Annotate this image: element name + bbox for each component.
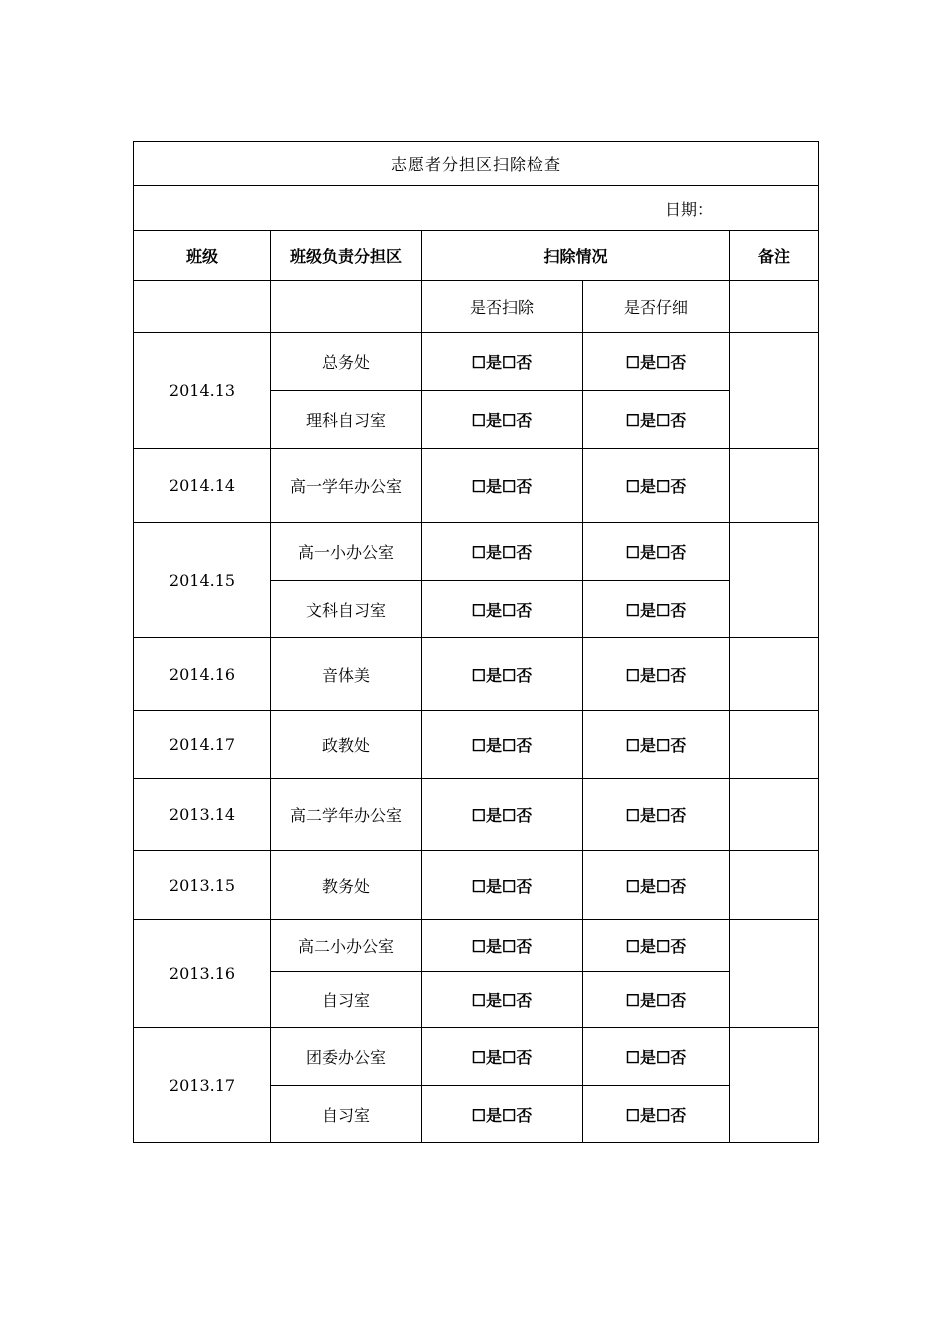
swept-checkbox[interactable]: ☐是☐否 — [422, 711, 583, 779]
inspection-table — [133, 141, 819, 1143]
swept-checkbox[interactable]: ☐是☐否 — [422, 920, 583, 972]
table-row — [134, 920, 819, 972]
remarks-cell[interactable] — [730, 851, 819, 920]
thorough-checkbox[interactable]: ☐是☐否 — [583, 779, 730, 851]
area-cell: 高二学年办公室 — [271, 779, 422, 851]
swept-checkbox[interactable]: ☐是☐否 — [422, 1028, 583, 1086]
remarks-cell[interactable] — [730, 920, 819, 1028]
table-row — [134, 638, 819, 711]
class-cell: 2013.16 — [134, 920, 271, 1028]
header-class: 班级 — [134, 231, 271, 281]
swept-checkbox[interactable]: ☐是☐否 — [422, 851, 583, 920]
title-row — [134, 142, 819, 186]
table-row — [134, 711, 819, 779]
date-cell — [134, 186, 819, 231]
thorough-checkbox[interactable]: ☐是☐否 — [583, 711, 730, 779]
swept-checkbox[interactable]: ☐是☐否 — [422, 523, 583, 581]
remarks-cell[interactable] — [730, 333, 819, 449]
class-cell: 2014.17 — [134, 711, 271, 779]
swept-checkbox[interactable]: ☐是☐否 — [422, 391, 583, 449]
subheader-row — [134, 281, 819, 333]
swept-checkbox[interactable]: ☐是☐否 — [422, 1086, 583, 1143]
area-cell: 自习室 — [271, 972, 422, 1028]
area-cell: 政教处 — [271, 711, 422, 779]
table-row — [134, 333, 819, 391]
swept-checkbox[interactable]: ☐是☐否 — [422, 638, 583, 711]
thorough-checkbox[interactable]: ☐是☐否 — [583, 638, 730, 711]
header-remarks: 备注 — [730, 231, 819, 281]
subheader-swept: 是否扫除 — [422, 281, 583, 333]
thorough-checkbox[interactable]: ☐是☐否 — [583, 1028, 730, 1086]
subheader-empty-remarks — [730, 281, 819, 333]
table-row — [134, 449, 819, 523]
date-label: 日期： — [664, 199, 713, 219]
thorough-checkbox[interactable]: ☐是☐否 — [583, 1086, 730, 1143]
area-cell: 团委办公室 — [271, 1028, 422, 1086]
area-cell: 教务处 — [271, 851, 422, 920]
thorough-checkbox[interactable]: ☐是☐否 — [583, 391, 730, 449]
area-cell: 文科自习室 — [271, 581, 422, 638]
header-cleaning-status: 扫除情况 — [422, 231, 730, 281]
area-cell: 高一学年办公室 — [271, 449, 422, 523]
thorough-checkbox[interactable]: ☐是☐否 — [583, 333, 730, 391]
date-row — [134, 186, 819, 231]
area-cell: 自习室 — [271, 1086, 422, 1143]
thorough-checkbox[interactable]: ☐是☐否 — [583, 851, 730, 920]
area-cell: 音体美 — [271, 638, 422, 711]
table-row — [134, 779, 819, 851]
area-cell: 高一小办公室 — [271, 523, 422, 581]
swept-checkbox[interactable]: ☐是☐否 — [422, 779, 583, 851]
swept-checkbox[interactable]: ☐是☐否 — [422, 449, 583, 523]
swept-checkbox[interactable]: ☐是☐否 — [422, 972, 583, 1028]
remarks-cell[interactable] — [730, 711, 819, 779]
class-cell: 2014.13 — [134, 333, 271, 449]
remarks-cell[interactable] — [730, 523, 819, 638]
thorough-checkbox[interactable]: ☐是☐否 — [583, 972, 730, 1028]
remarks-cell[interactable] — [730, 449, 819, 523]
subheader-thorough: 是否仔细 — [583, 281, 730, 333]
swept-checkbox[interactable]: ☐是☐否 — [422, 333, 583, 391]
thorough-checkbox[interactable]: ☐是☐否 — [583, 523, 730, 581]
remarks-cell[interactable] — [730, 638, 819, 711]
subheader-empty-class — [134, 281, 271, 333]
thorough-checkbox[interactable]: ☐是☐否 — [583, 581, 730, 638]
header-row — [134, 231, 819, 281]
swept-checkbox[interactable]: ☐是☐否 — [422, 581, 583, 638]
subheader-empty-area — [271, 281, 422, 333]
class-cell: 2014.16 — [134, 638, 271, 711]
table-row — [134, 851, 819, 920]
table-row — [134, 523, 819, 581]
class-cell: 2013.17 — [134, 1028, 271, 1143]
thorough-checkbox[interactable]: ☐是☐否 — [583, 449, 730, 523]
class-cell: 2014.15 — [134, 523, 271, 638]
header-area: 班级负责分担区 — [271, 231, 422, 281]
class-cell: 2013.15 — [134, 851, 271, 920]
class-cell: 2014.14 — [134, 449, 271, 523]
class-cell: 2013.14 — [134, 779, 271, 851]
thorough-checkbox[interactable]: ☐是☐否 — [583, 920, 730, 972]
page-title: 志愿者分担区扫除检查 — [134, 142, 819, 186]
area-cell: 总务处 — [271, 333, 422, 391]
remarks-cell[interactable] — [730, 1028, 819, 1143]
area-cell: 理科自习室 — [271, 391, 422, 449]
area-cell: 高二小办公室 — [271, 920, 422, 972]
remarks-cell[interactable] — [730, 779, 819, 851]
table-row — [134, 1028, 819, 1086]
